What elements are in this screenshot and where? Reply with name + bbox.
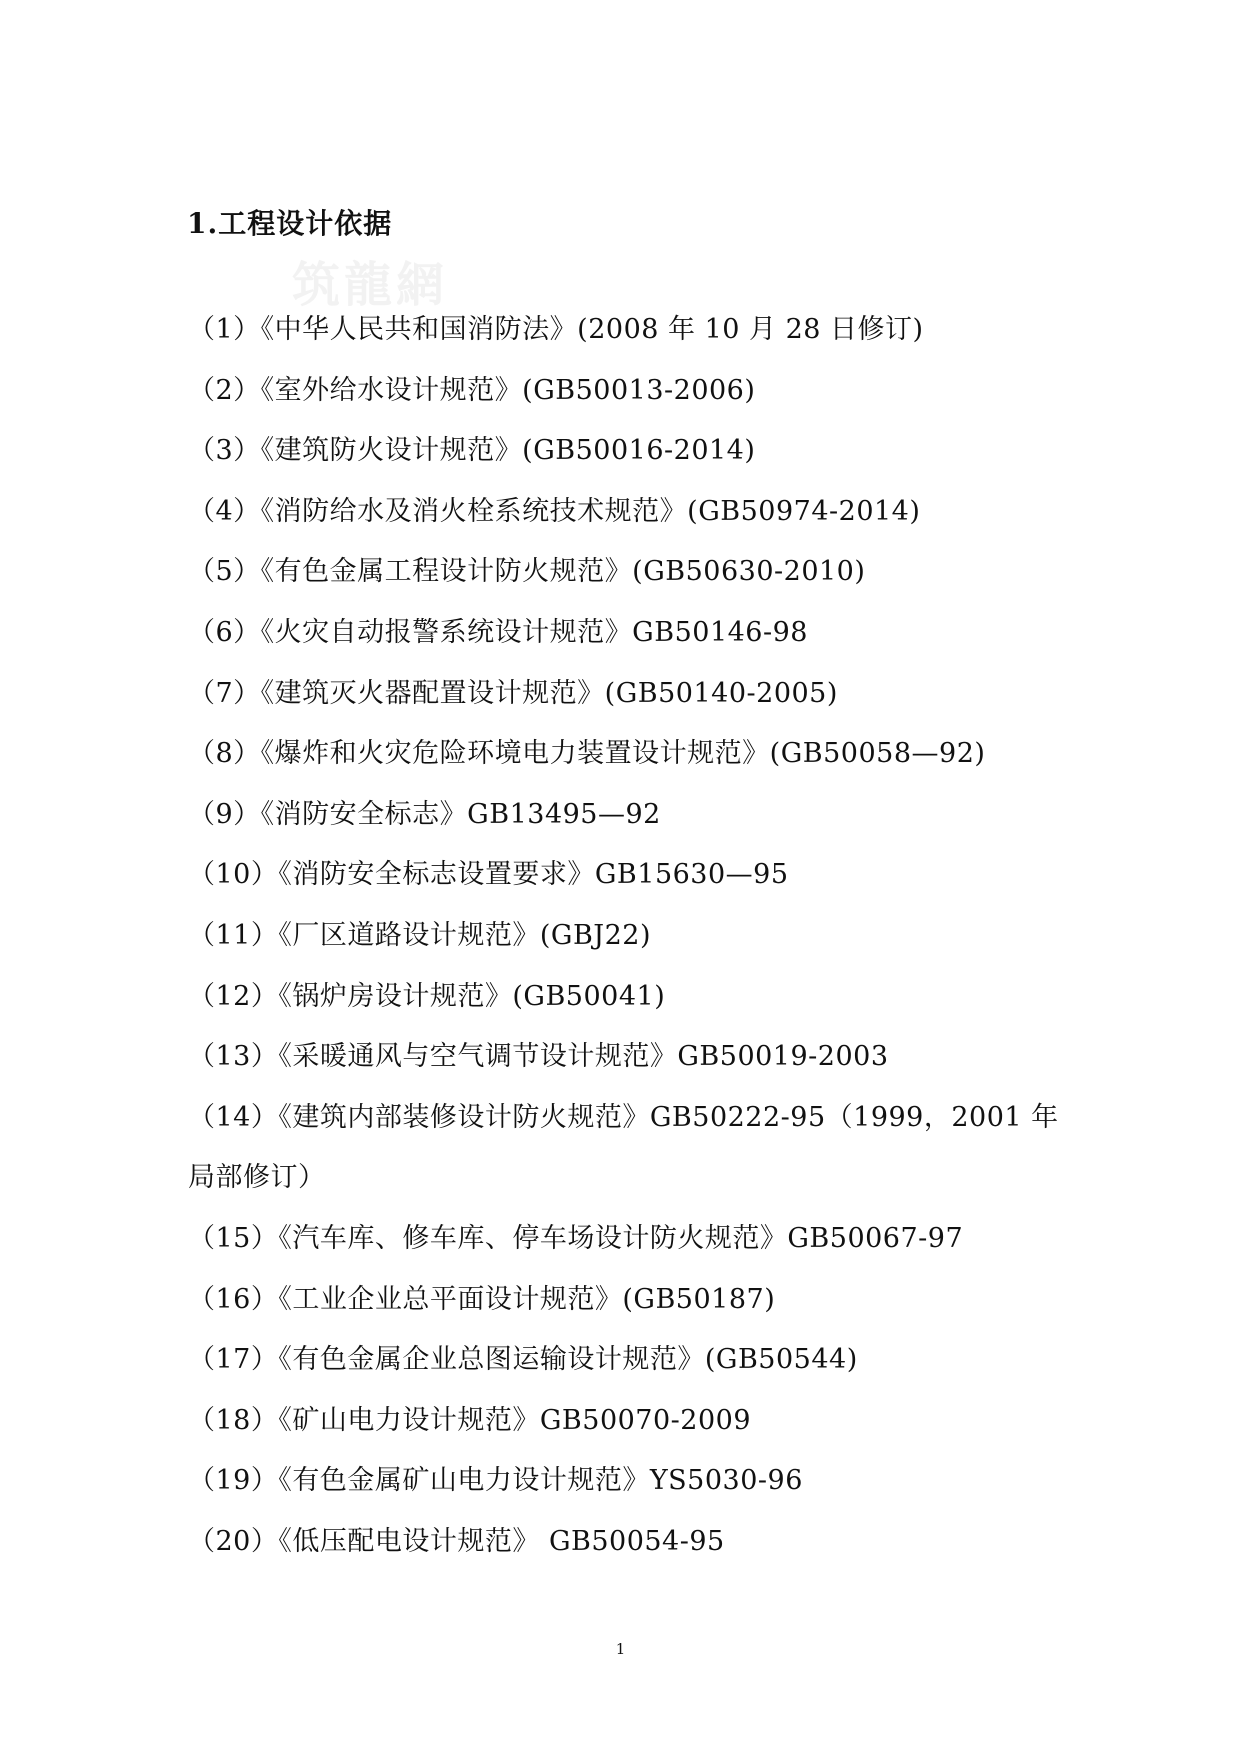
list-item: （9）《消防安全标志》GB13495—92 [188, 798, 661, 830]
list-item: （1）《中华人民共和国消防法》(2008 年 10 月 28 日修订) [188, 314, 924, 345]
list-item: （16）《工业企业总平面设计规范》(GB50187) [188, 1283, 776, 1315]
page-number: 1 [615, 1640, 626, 1658]
list-item: （5）《有色金属工程设计防火规范》(GB50630-2010) [188, 556, 866, 588]
list-item: （7）《建筑灭火器配置设计规范》(GB50140-2005) [188, 677, 838, 709]
list-item: （15）《汽车库、修车库、停车场设计防火规范》GB50067-97 [188, 1222, 964, 1254]
list-item: （11）《厂区道路设计规范》(GBJ22) [188, 919, 652, 951]
standards-list [188, 300, 1068, 1572]
list-item: （8）《爆炸和火灾危险环境电力装置设计规范》(GB50058—92) [188, 738, 986, 770]
section-heading: 1.工程设计依据 [187, 207, 393, 240]
list-item: （20）《低压配电设计规范》 GB50054-95 [188, 1525, 725, 1557]
list-item: （14）《建筑内部装修设计防火规范》GB50222-95（1999，2001 年局部修订） [188, 1101, 1059, 1194]
list-item: （17）《有色金属企业总图运输设计规范》(GB50544) [188, 1344, 858, 1376]
list-item: （13）《采暖通风与空气调节设计规范》GB50019-2003 [188, 1041, 889, 1073]
list-item: （10）《消防安全标志设置要求》GB15630—95 [188, 859, 789, 891]
list-item: （19）《有色金属矿山电力设计规范》YS5030-96 [188, 1465, 803, 1497]
list-item: （18）《矿山电力设计规范》GB50070-2009 [188, 1404, 751, 1436]
list-item: （4）《消防给水及消火栓系统技术规范》(GB50974-2014) [188, 495, 921, 527]
list-item: （3）《建筑防火设计规范》(GB50016-2014) [188, 435, 756, 467]
list-item: （2）《室外给水设计规范》(GB50013-2006) [188, 374, 756, 406]
watermark: 筑龍網 [292, 257, 449, 313]
list-item: （12）《锅炉房设计规范》(GB50041) [188, 980, 666, 1012]
list-item: （6）《火灾自动报警系统设计规范》GB50146-98 [188, 616, 808, 648]
